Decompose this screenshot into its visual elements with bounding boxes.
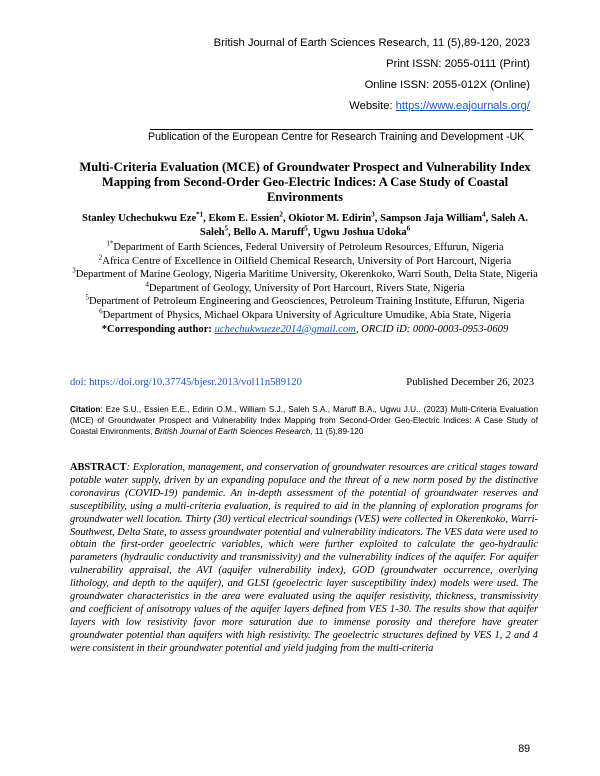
header-rule <box>150 129 533 130</box>
author-sup: 5 <box>224 224 229 233</box>
affiliation: $^4$Department of Geology, University of Port Harcourt, Rivers State, Nigeria <box>145 280 465 294</box>
journal-line: British Journal of Earth Sciences Research, 11 (5),89-120, 2023 <box>213 37 530 49</box>
author-name: , Bello A. Maruff <box>228 227 305 238</box>
affiliation: $^2$Africa Centre of Excellence in Oilfield Chemical Research, University of Port Harcourt, Nigeria <box>98 253 512 267</box>
doi-line <box>70 377 540 388</box>
author-name: , Ekom E. Essien <box>203 213 280 224</box>
citation-text: : Eze S.U., Essien E.E., Edirin O.M., William S.J., Saleh S.A., Maruff B.A., Ugwu J.U.. (2023) Multi-Criteria Evaluation (MCE) of Groundwater Prospect and Vulnerability Index Mapping from Second-Order Geo-Electric Indices: A Case Study of Coastal Environments, <box>70 405 538 436</box>
affiliation: $^5$Department of Petroleum Engineering and Geosciences, Petroleum Training Institute, Effurun, Nigeria <box>85 293 525 308</box>
citation-journal: British Journal of Earth Sciences Research <box>154 427 311 436</box>
author-name: , Okiotor M. Edirin <box>282 213 372 224</box>
author-name: , Sampson Jaja William <box>374 213 483 224</box>
website-line <box>349 100 530 112</box>
author-name: Stanley Uchechukwu Eze <box>81 213 197 224</box>
online-issn: Online ISSN: 2055-012X (Online) <box>364 79 530 91</box>
affiliation: $^3$Department of Marine Geology, Nigeria Maritime University, Okerenkoko, Warri South, Delta State, Nigeria <box>72 266 538 281</box>
paper-title: Multi-Criteria Evaluation (MCE) of Groundwater Prospect and Vulnerability Index Mapping from Second-Order Geo-Electric Indices: A Case Study of Coastal Environments <box>79 160 531 204</box>
affiliation: $^{1*}$Department of Earth Sciences, Federal University of Petroleum Resources, Effurun, Nigeria <box>106 239 504 253</box>
corresponding-email-link[interactable]: uchechukwueze2014@gmail.com <box>214 323 356 335</box>
website-link[interactable]: https://www.eajournals.org/ <box>395 100 530 112</box>
author-sup: 2 <box>279 210 283 219</box>
doi-link[interactable]: doi: https://doi.org/10.37745/bjesr.2013/vol11n589120 <box>70 377 302 388</box>
website-label: Website: <box>349 100 396 112</box>
print-issn: Print ISSN: 2055-0111 (Print) <box>386 58 530 70</box>
citation-label: Citation <box>70 405 101 414</box>
published-date: Published December 26, 2023 <box>406 377 534 388</box>
author-sup: 5 <box>304 224 308 233</box>
author-sup: 6 <box>406 224 411 233</box>
author-sup: 3 <box>371 210 375 219</box>
author-sup: *1 <box>196 210 204 219</box>
publisher-line: Publication of the European Centre for Research Training and Development -UK <box>148 131 525 143</box>
abstract <box>70 462 538 656</box>
orcid-id: , ORCID iD: 0000-0003-0953-0609 <box>355 323 509 335</box>
author-name: , Saleh A. Saleh <box>199 213 529 238</box>
abstract-text: : Exploration, management, and conservation of groundwater resources are critical stages toward potable water supply, driven by an expanding populace and the threat of a new norm posed by the distinctive coronavirus (COVID-19) pandemic. An in-depth assessment of the potential of groundwater reserves and susceptibility, using a multi-criteria evaluation, is required to aid in the planning of exploration programs for groundwater well location. Thirty (30) vertical electrical soundings (VES) were collected in Okerenkoko, Warri-Southwest, Delta State, to assess groundwater potential and vulnerability indicators. The VES data were used to obtain the first-order geoelectric variables, which were further exploited to calculate the geo-hydraulic parameters (hydraulic conductivity and transmissivity) and the vulnerability indices of the aquifer. For aquifer vulnerability appraisal, the AVI (aquifer vulnerability index), GOD (groundwater occurrence, overlying lithology, and depth to the aquifer), and GLSI (geoelectric layer susceptibility index) models were used. The groundwater characteristics in the area were evaluated using the aquifer resistivity, thickness, transmissivity and coefficient of anisotropy values of the aquifer layers defined from VES 1-30. The results show that aquifer layers with low resistivity favor more saturation due to immense porosity and therefore have greater groundwater potential than aquifers with high resistivity. The geoelectric structures defined by VES 1, 2 and 4 were consistent in their groundwater potential and yield judging from the multi-criteria <box>70 462 538 654</box>
page-number: 89 <box>518 743 530 755</box>
corresponding-label: *Corresponding author: <box>101 323 215 335</box>
citation <box>70 404 538 437</box>
abstract-label: ABSTRACT <box>70 462 127 473</box>
author-list <box>70 212 540 240</box>
affiliations <box>70 241 540 336</box>
corresponding-author <box>70 323 540 337</box>
author-sup: 4 <box>482 210 486 219</box>
author-name: , Ugwu Joshua Udoka <box>307 227 407 238</box>
citation-tail: , 11 (5),89-120 <box>310 427 364 436</box>
affiliation: $^6$Department of Physics, Michael Okpara University of Agriculture Umudike, Abia State, Nigeria <box>99 307 511 321</box>
